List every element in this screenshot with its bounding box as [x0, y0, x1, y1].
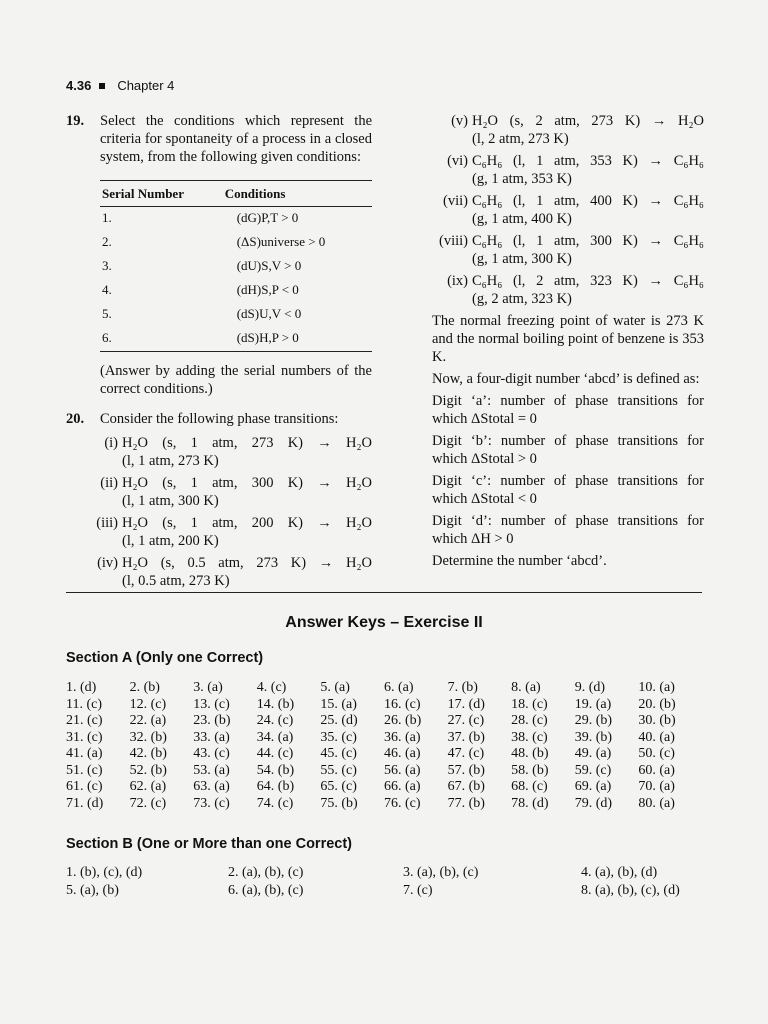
answer-cell: 34. (a) — [256, 729, 294, 745]
paragraph-determine: Determine the number ‘abcd’. — [432, 553, 607, 569]
answer-cell: 46. (a) — [383, 746, 421, 761]
transition-line: C₆H₆ (l, 1 atm, 353 K) → C₆H₆ — [472, 153, 704, 169]
answer-cell: 62. (a) — [129, 779, 167, 794]
right-column — [432, 112, 704, 570]
paragraph-digit-d: Digit ‘d’: number of phase transitions for which ΔH > 0 — [432, 513, 704, 547]
question-20 — [66, 410, 372, 428]
left-column — [66, 112, 372, 590]
answer-cell: 7. (b) — [447, 680, 478, 695]
list-item — [432, 112, 704, 148]
answer-cell: 57. (b) — [447, 762, 485, 778]
answer-cell: 18. (c) — [511, 696, 548, 712]
answer-cell: 4. (a), (b), (d) — [581, 865, 658, 880]
answer-cell: 68. (c) — [511, 779, 548, 794]
section-b-title: Section B (One or More than one Correct) — [66, 836, 352, 852]
serial-cell: 2. — [102, 234, 112, 249]
answer-row — [66, 763, 702, 780]
answer-cell: 59. (c) — [574, 762, 612, 778]
answer-cell: 76. (c) — [383, 795, 421, 811]
paragraph-digit-a: Digit ‘a’: number of phase transitions for which ΔStotal = 0 — [432, 393, 704, 427]
paragraph-freezing-point: The normal freezing point of water is 273 K and the normal boiling point of benzene is 353 K. — [432, 313, 704, 365]
answer-cell: 30. (b) — [638, 713, 676, 728]
question-number: 20. — [66, 411, 85, 427]
answer-row — [66, 680, 702, 697]
answer-cell: 11. (c) — [66, 696, 103, 712]
answer-cell: 64. (b) — [256, 779, 295, 794]
column-header-serial: Serial Number — [100, 181, 223, 207]
answer-cell: 14. (b) — [256, 696, 295, 712]
list-item — [432, 192, 704, 228]
transition-line: C₆H₆ (l, 1 atm, 400 K) → C₆H₆ — [472, 193, 704, 209]
answer-cell: 21. (c) — [66, 713, 103, 728]
item-number: (iii) — [96, 515, 118, 531]
answer-cell: 60. (a) — [638, 762, 675, 778]
answer-cell: 8. (a), (b), (c), (d) — [581, 883, 680, 898]
answer-keys-title: Answer Keys – Exercise II — [285, 614, 483, 631]
transitions-list-left — [82, 434, 372, 590]
table-row — [100, 303, 372, 327]
answer-row — [66, 779, 702, 796]
answer-cell: 71. (d) — [66, 795, 104, 811]
answer-cell: 61. (c) — [66, 779, 103, 794]
answer-cell: 40. (a) — [638, 729, 675, 745]
answer-cell: 2. (a), (b), (c) — [228, 865, 304, 880]
answer-row — [66, 882, 706, 900]
answer-cell: 65. (c) — [320, 779, 357, 794]
page-header — [66, 78, 174, 93]
answer-cell: 73. (c) — [193, 795, 230, 811]
table-row — [100, 207, 372, 232]
answer-row — [66, 746, 702, 763]
answer-cell: 20. (b) — [638, 696, 676, 712]
answer-cell: 1. (b), (c), (d) — [66, 865, 143, 880]
question-number: 19. — [66, 113, 85, 129]
section-divider — [66, 592, 702, 593]
paragraph-digit-b: Digit ‘b’: number of phase transitions for which ΔStotal > 0 — [432, 433, 704, 467]
answer-cell: 22. (a) — [129, 713, 167, 728]
table-row — [100, 255, 372, 279]
answer-row — [66, 796, 702, 813]
transition-line: H₂O (s, 0.5 atm, 273 K) → H₂O — [122, 555, 372, 571]
serial-cell: 4. — [102, 282, 112, 297]
answer-cell: 53. (a) — [193, 762, 230, 778]
list-item — [432, 232, 704, 268]
answer-row — [66, 713, 702, 730]
answer-row — [66, 730, 702, 747]
answer-cell: 5. (a), (b) — [66, 883, 119, 898]
conditions-table — [100, 180, 372, 352]
chapter-label: Chapter 4 — [117, 78, 175, 93]
answer-cell: 38. (c) — [511, 729, 548, 745]
serial-cell: 6. — [100, 327, 223, 352]
question-text: Consider the following phase transitions: — [100, 411, 339, 427]
transition-line: C₆H₆ (l, 1 atm, 300 K) → C₆H₆ — [472, 233, 704, 249]
item-number: (ix) — [447, 273, 468, 289]
answer-cell: 74. (c) — [256, 795, 294, 811]
transition-state: (g, 1 atm, 300 K) — [472, 251, 572, 267]
item-number: (vi) — [447, 153, 468, 169]
paragraph-abcd-definition: Now, a four-digit number ‘abcd’ is defined as: — [432, 371, 700, 387]
item-number: (iv) — [97, 555, 118, 571]
answer-cell: 9. (d) — [574, 680, 606, 695]
transition-state: (l, 1 atm, 200 K) — [122, 533, 219, 549]
answer-cell: 24. (c) — [256, 713, 294, 728]
answer-cell: 5. (a) — [320, 680, 350, 695]
section-b-answers — [66, 864, 706, 900]
column-header-conditions: Conditions — [223, 181, 372, 207]
answer-cell: 49. (a) — [574, 746, 612, 761]
answer-cell: 36. (a) — [383, 729, 421, 745]
answer-cell: 39. (b) — [574, 729, 613, 745]
answer-cell: 43. (c) — [193, 746, 230, 761]
answer-row — [66, 864, 706, 882]
answer-cell: 78. (d) — [511, 795, 549, 811]
answer-cell: 1. (d) — [66, 680, 97, 695]
section-a-title: Section A (Only one Correct) — [66, 650, 264, 666]
item-number: (viii) — [439, 233, 468, 249]
answer-cell: 55. (c) — [320, 762, 357, 778]
answer-row — [66, 697, 702, 714]
answer-cell: 41. (a) — [66, 746, 103, 761]
answer-cell: 69. (a) — [574, 779, 612, 794]
list-item — [82, 474, 372, 510]
answer-cell: 26. (b) — [383, 713, 422, 728]
answer-cell: 10. (a) — [638, 680, 675, 695]
answer-cell: 47. (c) — [447, 746, 485, 761]
table-row — [100, 231, 372, 255]
transition-state: (g, 1 atm, 400 K) — [472, 211, 572, 227]
paragraph-digit-c: Digit ‘c’: number of phase transitions for which ΔStotal < 0 — [432, 473, 704, 507]
list-item — [432, 152, 704, 188]
answer-cell: 66. (a) — [383, 779, 421, 794]
transition-line: H₂O (s, 1 atm, 300 K) → H₂O — [122, 475, 372, 491]
square-bullet-icon — [99, 83, 105, 89]
transition-line: H₂O (s, 1 atm, 273 K) → H₂O — [122, 435, 372, 451]
transition-line: H₂O (s, 1 atm, 200 K) → H₂O — [122, 515, 372, 531]
serial-cell: 1. — [102, 210, 112, 225]
answer-cell: 16. (c) — [383, 696, 421, 712]
answer-cell: 3. (a), (b), (c) — [403, 865, 479, 880]
answer-cell: 2. (b) — [129, 680, 160, 695]
transition-state: (l, 1 atm, 273 K) — [122, 453, 219, 469]
answer-cell: 13. (c) — [193, 696, 230, 712]
answer-cell: 37. (b) — [447, 729, 485, 745]
answer-cell: 72. (c) — [129, 795, 167, 811]
answer-cell: 48. (b) — [511, 746, 549, 761]
serial-cell: 5. — [102, 306, 112, 321]
condition-cell: (dS)H,P > 0 — [223, 327, 372, 352]
answer-cell: 4. (c) — [256, 680, 287, 695]
answer-cell: 6. (a), (b), (c) — [228, 883, 304, 898]
answer-cell: 15. (a) — [320, 696, 357, 712]
answer-cell: 42. (b) — [129, 746, 167, 761]
answer-cell: 67. (b) — [447, 779, 485, 794]
table-row — [100, 327, 372, 352]
answer-cell: 70. (a) — [638, 779, 675, 794]
transition-state: (g, 1 atm, 353 K) — [472, 171, 572, 187]
condition-cell: (dU)S,V > 0 — [236, 258, 302, 273]
answer-cell: 31. (c) — [66, 729, 103, 745]
answer-cell: 58. (b) — [511, 762, 549, 778]
answer-cell: 35. (c) — [320, 729, 357, 745]
item-number: (i) — [104, 435, 118, 451]
answer-cell: 19. (a) — [574, 696, 612, 712]
transition-state: (l, 0.5 atm, 273 K) — [122, 573, 230, 589]
answer-cell: 75. (b) — [320, 795, 358, 811]
answer-cell: 28. (c) — [511, 713, 548, 728]
page-number: 4.36 — [66, 78, 92, 93]
answer-cell: 51. (c) — [66, 762, 103, 778]
answer-cell: 56. (a) — [383, 762, 421, 778]
transition-state: (l, 2 atm, 273 K) — [472, 131, 569, 147]
answer-cell: 7. (c) — [403, 883, 433, 898]
answer-cell: 27. (c) — [447, 713, 485, 728]
answer-note: (Answer by adding the serial numbers of the correct conditions.) — [100, 363, 372, 397]
answer-cell: 50. (c) — [638, 746, 675, 761]
item-number: (vii) — [443, 193, 468, 209]
answer-cell: 33. (a) — [193, 729, 230, 745]
answer-cell: 23. (b) — [193, 713, 231, 728]
answer-cell: 32. (b) — [129, 729, 167, 745]
question-19 — [66, 112, 372, 166]
condition-cell: (dG)P,T > 0 — [236, 210, 299, 225]
condition-cell: (dS)U,V < 0 — [236, 306, 302, 321]
list-item — [432, 272, 704, 308]
answer-cell: 80. (a) — [638, 795, 675, 811]
transition-state: (g, 2 atm, 323 K) — [472, 291, 572, 307]
condition-cell: (dH)S,P < 0 — [236, 282, 299, 297]
answer-cell: 79. (d) — [574, 795, 613, 811]
item-number: (v) — [451, 113, 468, 129]
table-header-row — [100, 181, 372, 207]
answer-cell: 44. (c) — [256, 746, 294, 761]
transition-line: H₂O (s, 2 atm, 273 K) → H₂O — [472, 113, 704, 129]
table-row — [100, 279, 372, 303]
answer-cell: 25. (d) — [320, 713, 358, 728]
condition-cell: (ΔS)universe > 0 — [236, 234, 326, 249]
answer-cell: 45. (c) — [320, 746, 357, 761]
answer-cell: 54. (b) — [256, 762, 295, 778]
serial-cell: 3. — [102, 258, 112, 273]
list-item — [82, 434, 372, 470]
transition-line: C₆H₆ (l, 2 atm, 323 K) → C₆H₆ — [472, 273, 704, 289]
answer-cell: 52. (b) — [129, 762, 167, 778]
section-a-answers — [66, 680, 702, 812]
item-number: (ii) — [100, 475, 118, 491]
list-item — [82, 514, 372, 550]
question-text: Select the conditions which represent the criteria for spontaneity of a process in a closed system, from the following given conditions: — [100, 113, 372, 165]
answer-cell: 63. (a) — [193, 779, 230, 794]
answer-cell: 17. (d) — [447, 696, 485, 712]
answer-cell: 6. (a) — [383, 680, 414, 695]
answer-cell: 29. (b) — [574, 713, 613, 728]
answer-cell: 8. (a) — [511, 680, 541, 695]
answer-cell: 77. (b) — [447, 795, 485, 811]
answer-cell: 3. (a) — [193, 680, 223, 695]
transitions-list-right — [432, 112, 704, 308]
transition-state: (l, 1 atm, 300 K) — [122, 493, 219, 509]
answer-cell: 12. (c) — [129, 696, 167, 712]
list-item — [82, 554, 372, 590]
